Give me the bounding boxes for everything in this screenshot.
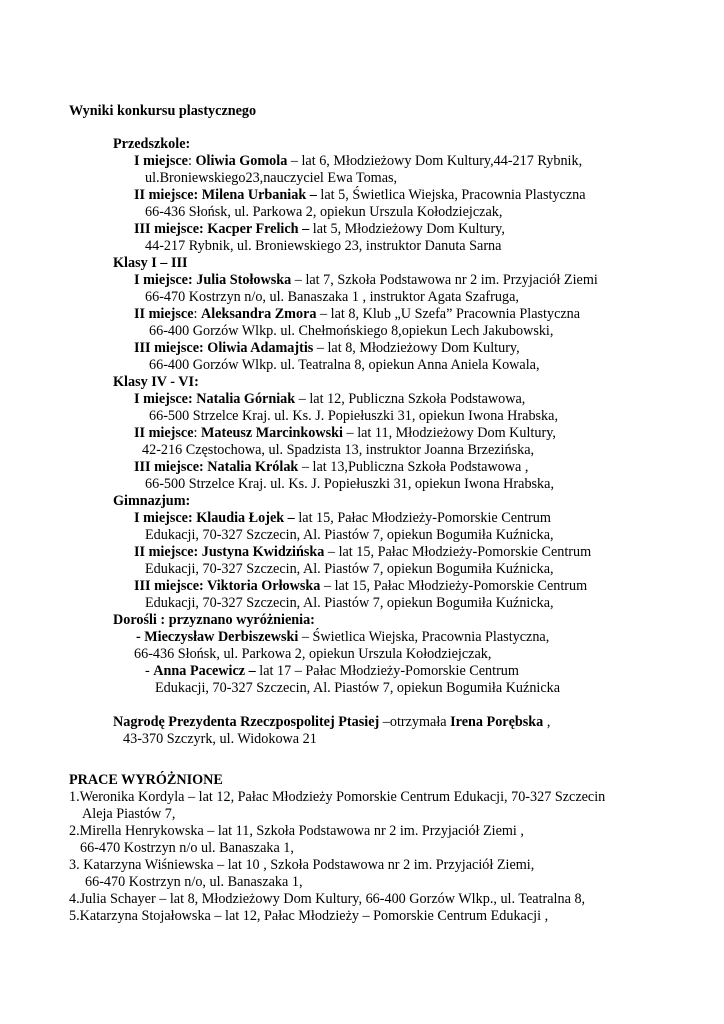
- president-prize-line: Nagrodę Prezydenta Rzeczpospolitej Ptasiej –otrzymała Irena Porębska ,: [113, 714, 551, 730]
- entry-line: III miejsce: Natalia Królak – lat 13,Publiczna Szkoła Podstawowa ,: [134, 459, 529, 475]
- entry-line: I miejsce: Natalia Górniak – lat 12, Publiczna Szkoła Podstawowa,: [134, 391, 526, 407]
- entry-line: II miejsce: Aleksandra Zmora – lat 8, Klub „U Szefa” Pracownia Plastyczna: [134, 306, 581, 322]
- entry-line: - Anna Pacewicz – lat 17 – Pałac Młodzieży-Pomorskie Centrum: [145, 663, 519, 679]
- category-heading: Klasy IV - VI:: [113, 374, 199, 390]
- entry-line: I miejsce: Julia Stołowska – lat 7, Szkoła Podstawowa nr 2 im. Przyjaciół Ziemi: [134, 272, 598, 288]
- entry-line-2: Edukacji, 70-327 Szczecin, Al. Piastów 7, opiekun Bogumiła Kuźnicka,: [145, 595, 554, 611]
- entry-line-2: 42-216 Częstochowa, ul. Spadzista 13, instruktor Joanna Brzezińska,: [142, 442, 535, 458]
- entry-line: II miejsce: Justyna Kwidzińska – lat 15, Pałac Młodzieży-Pomorskie Centrum: [134, 544, 592, 560]
- entry-line-2: ul.Broniewskiego23,nauczyciel Ewa Tomas,: [145, 170, 398, 186]
- entry-line-2: 66-436 Słońsk, ul. Parkowa 2, opiekun Urszula Kołodziejczak,: [134, 646, 492, 662]
- entry-line-2: 66-400 Gorzów Wlkp. ul. Teatralna 8, opiekun Anna Aniela Kowala,: [149, 357, 540, 373]
- category-heading: Dorośli : przyznano wyróżnienia:: [113, 612, 315, 628]
- category-heading: Gimnazjum:: [113, 493, 191, 509]
- list-item: 3. Katarzyna Wiśniewska – lat 10 , Szkoła Podstawowa nr 2 im. Przyjaciół Ziemi,: [69, 857, 535, 873]
- distinguished-works: [0, 772, 724, 925]
- entry-line: III miejsce: Viktoria Orłowska – lat 15, Pałac Młodzieży-Pomorskie Centrum: [134, 578, 588, 594]
- entry-line-2: 66-400 Gorzów Wlkp. ul. Chełmońskiego 8,opiekun Lech Jakubowski,: [149, 323, 554, 339]
- entry-line-2: 66-500 Strzelce Kraj. ul. Ks. J. Popiełuszki 31, opiekun Iwona Hrabska,: [145, 476, 554, 492]
- section-heading: PRACE WYRÓŻNIONE: [69, 772, 223, 788]
- entry-line: III miejsce: Kacper Frelich – lat 5, Młodzieżowy Dom Kultury,: [134, 221, 505, 237]
- president-prize-address: 43-370 Szczyrk, ul. Widokowa 21: [123, 731, 317, 747]
- entry-line-2: Edukacji, 70-327 Szczecin, Al. Piastów 7, opiekun Bogumiła Kuźnicka,: [145, 527, 554, 543]
- list-item: 5.Katarzyna Stojałowska – lat 12, Pałac Młodzieży – Pomorskie Centrum Edukacji ,: [69, 908, 549, 924]
- page-title: Wyniki konkursu plastycznego: [69, 103, 257, 119]
- entry-line-2: Edukacji, 70-327 Szczecin, Al. Piastów 7, opiekun Bogumiła Kuźnicka,: [145, 561, 554, 577]
- category-heading: Przedszkole:: [113, 136, 191, 152]
- list-item: 4.Julia Schayer – lat 8, Młodzieżowy Dom Kultury, 66-400 Gorzów Wlkp., ul. Teatralna 8,: [69, 891, 586, 907]
- entry-line-2: Edukacji, 70-327 Szczecin, Al. Piastów 7, opiekun Bogumiła Kuźnicka: [155, 680, 561, 696]
- entry-line-2: 66-470 Kostrzyn n/o, ul. Banaszaka 1 , instruktor Agata Szafruga,: [145, 289, 519, 305]
- entry-line: I miejsce: Oliwia Gomola – lat 6, Młodzieżowy Dom Kultury,44-217 Rybnik,: [134, 153, 583, 169]
- list-item: 1.Weronika Kordyla – lat 12, Pałac Młodzieży Pomorskie Centrum Edukacji, 70-327 Szczecin: [69, 789, 606, 805]
- entry-line: III miejsce: Oliwia Adamajtis – lat 8, Młodzieżowy Dom Kultury,: [134, 340, 520, 356]
- entry-line: - Mieczysław Derbiszewski – Świetlica Wiejska, Pracownia Plastyczna,: [136, 629, 550, 645]
- entry-line: II miejsce: Milena Urbaniak – lat 5, Świetlica Wiejska, Pracownia Plastyczna: [134, 187, 586, 203]
- entry-line: II miejsce: Mateusz Marcinkowski – lat 11, Młodzieżowy Dom Kultury,: [134, 425, 556, 441]
- list-item: 2.Mirella Henrykowska – lat 11, Szkoła Podstawowa nr 2 im. Przyjaciół Ziemi ,: [69, 823, 524, 839]
- list-item-continuation: Aleja Piastów 7,: [82, 806, 176, 822]
- spacer: [0, 697, 724, 714]
- list-item-continuation: 66-470 Kostrzyn n/o ul. Banaszaka 1,: [80, 840, 294, 856]
- results-section: [0, 136, 724, 748]
- list-item-continuation: 66-470 Kostrzyn n/o, ul. Banaszaka 1,: [85, 874, 303, 890]
- category-heading: Klasy I – III: [113, 255, 188, 271]
- entry-line: I miejsce: Klaudia Łojek – lat 15, Pałac Młodzieży-Pomorskie Centrum: [134, 510, 551, 526]
- entry-line-2: 66-500 Strzelce Kraj. ul. Ks. J. Popiełuszki 31, opiekun Iwona Hrabska,: [149, 408, 558, 424]
- entry-line-2: 66-436 Słońsk, ul. Parkowa 2, opiekun Urszula Kołodziejczak,: [145, 204, 503, 220]
- entry-line-2: 44-217 Rybnik, ul. Broniewskiego 23, instruktor Danuta Sarna: [145, 238, 502, 254]
